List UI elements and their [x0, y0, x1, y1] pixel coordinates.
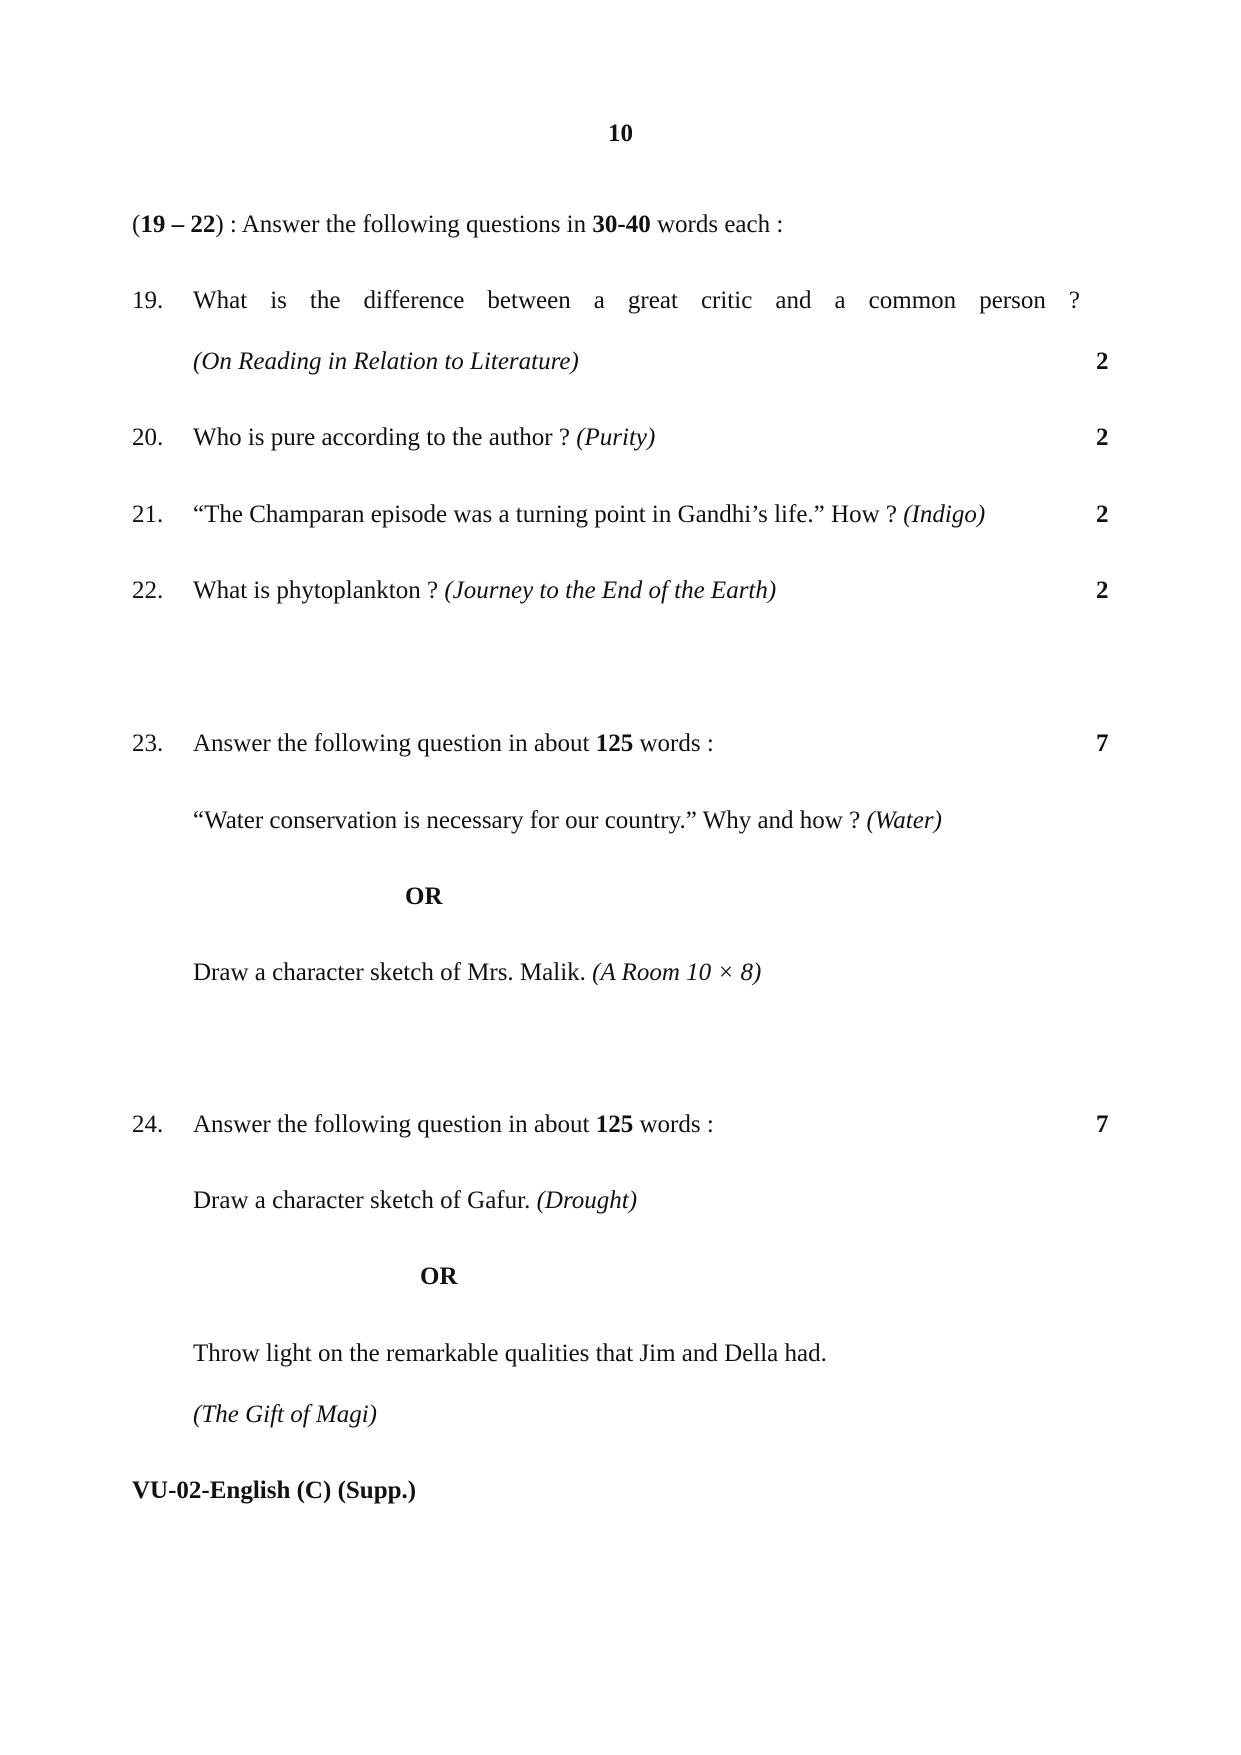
q23-prompt-pre: Answer the following question in about	[193, 730, 596, 757]
q20-text: Who is pure according to the author ?	[193, 424, 577, 451]
paren-open: (	[132, 211, 141, 238]
q24-option-a-source: (Drought)	[536, 1187, 638, 1214]
q22-line	[193, 576, 776, 606]
q20-line	[193, 423, 655, 453]
instruction-tail: words each :	[650, 211, 784, 238]
q24-prompt	[193, 1110, 714, 1140]
q21-marks: 2	[1096, 501, 1109, 528]
q19-number: 19.	[132, 287, 164, 314]
q24-option-a-text: Draw a character sketch of Gafur.	[193, 1187, 537, 1214]
section-instruction	[132, 210, 783, 240]
q19-source: (On Reading in Relation to Literature)	[193, 348, 579, 375]
q20-number: 20.	[132, 424, 164, 451]
q23-prompt	[193, 729, 714, 759]
q21-text: “The Champaran episode was a turning point in Gandhi’s life.” How ?	[193, 501, 904, 528]
q20-source: (Purity)	[576, 424, 656, 451]
q21-line	[193, 500, 985, 530]
q24-option-b-text: Throw light on the remarkable qualities that Jim and Della had.	[193, 1340, 827, 1367]
q22-marks: 2	[1096, 577, 1109, 604]
q22-number: 22.	[132, 577, 164, 604]
q21-source: (Indigo)	[903, 501, 986, 528]
q19-marks: 2	[1096, 348, 1109, 375]
q22-source: (Journey to the End of the Earth)	[444, 577, 777, 604]
word-count: 30-40	[592, 211, 651, 238]
q23-option-a-text: “Water conservation is necessary for our country.” Why and how ?	[193, 807, 867, 834]
q23-word-count: 125	[595, 730, 634, 757]
q22-text: What is phytoplankton ?	[193, 577, 445, 604]
q24-option-b-source: (The Gift of Magi)	[193, 1401, 378, 1428]
q23-option-b-source: (A Room 10 × 8)	[592, 959, 762, 986]
q21-number: 21.	[132, 501, 164, 528]
footer-code: VU-02-English (C) (Supp.)	[132, 1477, 417, 1504]
q24-prompt-post: words :	[633, 1111, 714, 1138]
q23-or-label: OR	[405, 883, 443, 910]
instruction-text: ) : Answer the following questions in	[215, 211, 593, 238]
q24-word-count: 125	[595, 1111, 634, 1138]
q23-option-b-text: Draw a character sketch of Mrs. Malik.	[193, 959, 593, 986]
q24-marks: 7	[1096, 1111, 1109, 1138]
q23-prompt-post: words :	[633, 730, 714, 757]
q24-number: 24.	[132, 1111, 164, 1138]
q19-text: What is the difference between a great critic and a common person ?	[193, 287, 1080, 314]
q23-option-a	[193, 806, 942, 836]
question-range: 19 – 22	[140, 211, 216, 238]
q24-prompt-pre: Answer the following question in about	[193, 1111, 596, 1138]
q24-option-a	[193, 1186, 637, 1216]
q23-option-a-source: (Water)	[866, 807, 942, 834]
q23-marks: 7	[1096, 730, 1109, 757]
q24-or-label: OR	[420, 1263, 458, 1290]
q20-marks: 2	[1096, 424, 1109, 451]
page-number: 10	[608, 120, 633, 147]
q23-number: 23.	[132, 730, 164, 757]
q23-option-b	[193, 958, 761, 988]
